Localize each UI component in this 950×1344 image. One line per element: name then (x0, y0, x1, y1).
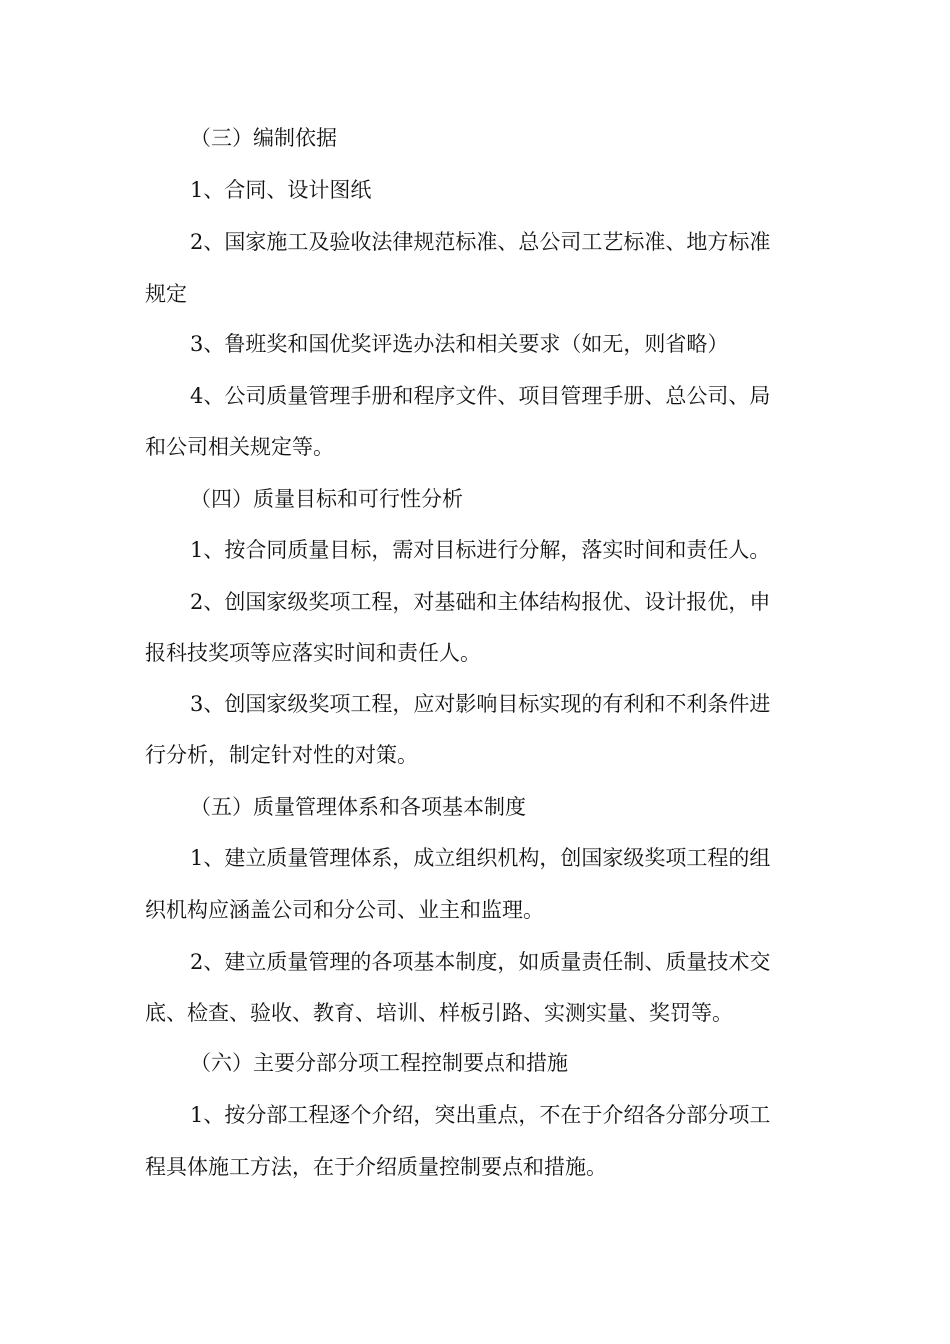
paragraph-line: 1、建立质量管理体系，成立组织机构，创国家级奖项工程的组 (190, 846, 771, 870)
paragraph-line: 2、创国家级奖项工程，对基础和主体结构报优、设计报优，申 (190, 590, 771, 614)
paragraph-line: 行分析，制定针对性的对策。 (145, 743, 418, 767)
paragraph-line: 2、国家施工及验收法律规范标准、总公司工艺标准、地方标准 (190, 230, 771, 254)
paragraph-line: 2、建立质量管理的各项基本制度，如质量责任制、质量技术交 (190, 950, 771, 974)
paragraph-line: 规定 (145, 282, 187, 306)
paragraph-line: 底、检查、验收、教育、培训、样板引路、实测实量、奖罚等。 (145, 1001, 733, 1025)
paragraph-line: 程具体施工方法，在于介绍质量控制要点和措施。 (145, 1155, 607, 1179)
section-heading-5: （五）质量管理体系和各项基本制度 (190, 795, 526, 819)
paragraph-line: 报科技奖项等应落实时间和责任人。 (145, 641, 481, 665)
section-heading-4: （四）质量目标和可行性分析 (190, 487, 463, 511)
paragraph-line: 3、创国家级奖项工程，应对影响目标实现的有利和不利条件进 (190, 692, 771, 716)
paragraph-line: 织机构应涵盖公司和分公司、业主和监理。 (145, 898, 544, 922)
section-heading-3: （三）编制依据 (190, 126, 337, 150)
section-heading-6: （六）主要分部分项工程控制要点和措施 (190, 1051, 568, 1075)
paragraph-line: 1、按合同质量目标，需对目标进行分解，落实时间和责任人。 (190, 538, 771, 562)
paragraph-line: 3、鲁班奖和国优奖评选办法和相关要求（如无，则省略） (190, 332, 729, 356)
paragraph-line: 4、公司质量管理手册和程序文件、项目管理手册、总公司、局 (190, 384, 771, 408)
paragraph-line: 1、按分部工程逐个介绍，突出重点，不在于介绍各分部分项工 (190, 1103, 771, 1127)
paragraph-line: 1、合同、设计图纸 (190, 178, 372, 202)
paragraph-line: 和公司相关规定等。 (145, 435, 334, 459)
